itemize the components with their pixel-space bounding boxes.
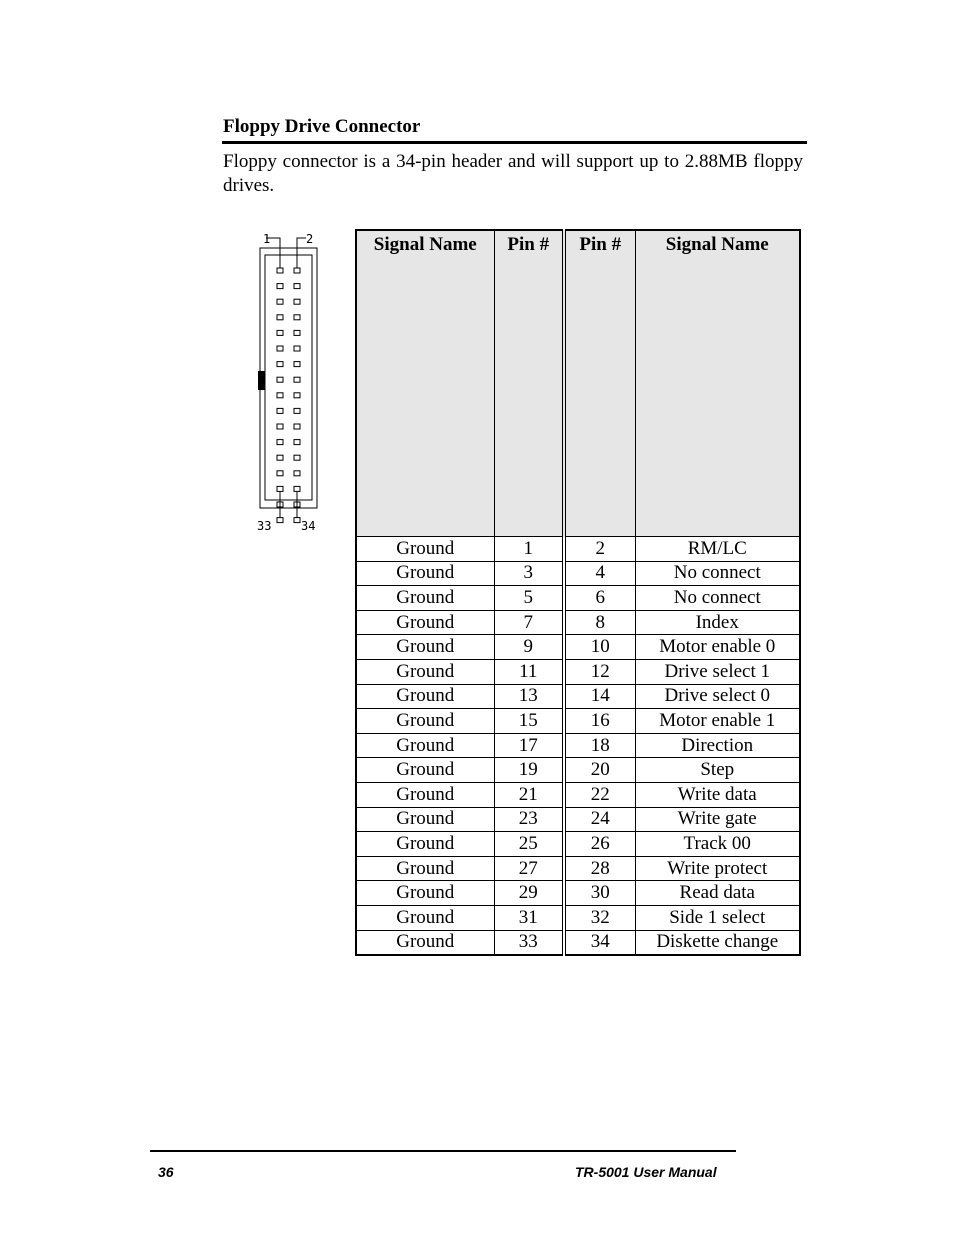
right-pin-cell: 16 [564,709,635,734]
table-row [356,856,800,881]
connector-pin [294,346,300,351]
connector-pin [277,330,283,335]
table-row [356,635,800,660]
right-pin-cell: 20 [564,758,635,783]
right-signal-cell: No connect [635,586,800,611]
table-row [356,881,800,906]
right-signal-cell: Motor enable 1 [635,709,800,734]
connector-pin [277,268,283,273]
table-row [356,537,800,562]
connector-pin [277,377,283,382]
left-signal-cell: Ground [356,537,494,562]
connector-pin [294,471,300,476]
right-pin-cell: 24 [564,807,635,832]
connector-pin [277,424,283,429]
right-pin-cell: 10 [564,635,635,660]
right-pin-cell: 28 [564,856,635,881]
title-underline [222,141,807,144]
right-signal-cell: Index [635,610,800,635]
header-pin-right: Pin # [564,230,635,537]
right-signal-cell: Drive select 0 [635,684,800,709]
left-signal-cell: Ground [356,832,494,857]
left-pin-cell: 31 [494,905,564,930]
left-pin-cell: 19 [494,758,564,783]
connector-pin [277,440,283,445]
right-signal-cell: No connect [635,561,800,586]
connector-pin [294,377,300,382]
connector-pin [294,486,300,491]
right-signal-cell: Track 00 [635,832,800,857]
right-pin-cell: 2 [564,537,635,562]
connector-pin [277,518,283,523]
left-signal-cell: Ground [356,758,494,783]
pin-label-1: 1 [263,232,271,246]
left-signal-cell: Ground [356,709,494,734]
section-title: Floppy Drive Connector [223,116,421,137]
left-pin-cell: 21 [494,782,564,807]
right-pin-cell: 6 [564,586,635,611]
left-pin-cell: 27 [494,856,564,881]
left-pin-cell: 23 [494,807,564,832]
table-body [356,537,800,956]
left-signal-cell: Ground [356,782,494,807]
right-signal-cell: Drive select 1 [635,659,800,684]
right-signal-cell: Write protect [635,856,800,881]
footer-rule [150,1150,736,1152]
connector-pin [277,299,283,304]
page-number: 36 [158,1164,174,1180]
table-row [356,659,800,684]
right-signal-cell: Write data [635,782,800,807]
right-pin-cell: 32 [564,905,635,930]
connector-pin [277,455,283,460]
right-pin-cell: 34 [564,930,635,955]
table-row [356,610,800,635]
left-pin-cell: 17 [494,733,564,758]
right-pin-cell: 12 [564,659,635,684]
left-signal-cell: Ground [356,684,494,709]
pin-grid [277,268,300,523]
table-row [356,930,800,955]
right-signal-cell: Motor enable 0 [635,635,800,660]
right-signal-cell: Diskette change [635,930,800,955]
left-pin-cell: 33 [494,930,564,955]
left-pin-cell: 7 [494,610,564,635]
left-signal-cell: Ground [356,610,494,635]
table-row [356,684,800,709]
right-signal-cell: Write gate [635,807,800,832]
connector-pin [277,346,283,351]
connector-pin [294,330,300,335]
right-signal-cell: Step [635,758,800,783]
right-signal-cell: Side 1 select [635,905,800,930]
left-pin-cell: 3 [494,561,564,586]
connector-pin [277,393,283,398]
table-row [356,832,800,857]
table-row [356,709,800,734]
right-pin-cell: 4 [564,561,635,586]
right-signal-cell: Read data [635,881,800,906]
pin-label-33: 33 [257,519,272,533]
connector-pin [294,315,300,320]
connector-pin [294,268,300,273]
connector-pin [294,393,300,398]
left-signal-cell: Ground [356,733,494,758]
intro-paragraph: Floppy connector is a 34-pin header and will support up to 2.88MB floppy drives. [223,151,803,196]
left-pin-cell: 25 [494,832,564,857]
connector-pin [277,284,283,289]
connector-pin [294,284,300,289]
table-row [356,807,800,832]
connector-pinout-diagram [255,230,325,535]
right-signal-cell: RM/LC [635,537,800,562]
left-signal-cell: Ground [356,856,494,881]
right-pin-cell: 18 [564,733,635,758]
left-pin-cell: 1 [494,537,564,562]
left-pin-cell: 11 [494,659,564,684]
left-pin-cell: 9 [494,635,564,660]
connector-pin [294,455,300,460]
connector-pin [294,408,300,413]
connector-pin [277,486,283,491]
right-pin-cell: 8 [564,610,635,635]
right-pin-cell: 30 [564,881,635,906]
connector-pin [294,299,300,304]
connector-pin [277,408,283,413]
right-pin-cell: 14 [564,684,635,709]
connector-pin [294,518,300,523]
connector-pin [277,471,283,476]
connector-pin [294,424,300,429]
connector-pin [294,362,300,367]
header-pin-left: Pin # [494,230,564,537]
right-pin-cell: 22 [564,782,635,807]
left-signal-cell: Ground [356,561,494,586]
table-row [356,782,800,807]
right-pin-cell: 26 [564,832,635,857]
table-header-row [356,230,800,537]
left-pin-cell: 29 [494,881,564,906]
pin-assignment-table [355,229,801,956]
left-signal-cell: Ground [356,881,494,906]
table-row [356,905,800,930]
left-pin-cell: 13 [494,684,564,709]
left-signal-cell: Ground [356,659,494,684]
left-signal-cell: Ground [356,586,494,611]
left-pin-cell: 5 [494,586,564,611]
header-signal-name-right: Signal Name [635,230,800,537]
manual-title: TR-5001 User Manual [575,1164,717,1180]
table-row [356,586,800,611]
table-row [356,758,800,783]
connector-pin [277,362,283,367]
right-signal-cell: Direction [635,733,800,758]
left-signal-cell: Ground [356,807,494,832]
pin-label-2: 2 [306,232,314,246]
connector-pin [294,440,300,445]
left-pin-cell: 15 [494,709,564,734]
table-row [356,561,800,586]
left-signal-cell: Ground [356,930,494,955]
pin-label-34: 34 [301,519,316,533]
left-signal-cell: Ground [356,635,494,660]
connector-pin [277,315,283,320]
left-signal-cell: Ground [356,905,494,930]
table-row [356,733,800,758]
header-signal-name-left: Signal Name [356,230,494,537]
